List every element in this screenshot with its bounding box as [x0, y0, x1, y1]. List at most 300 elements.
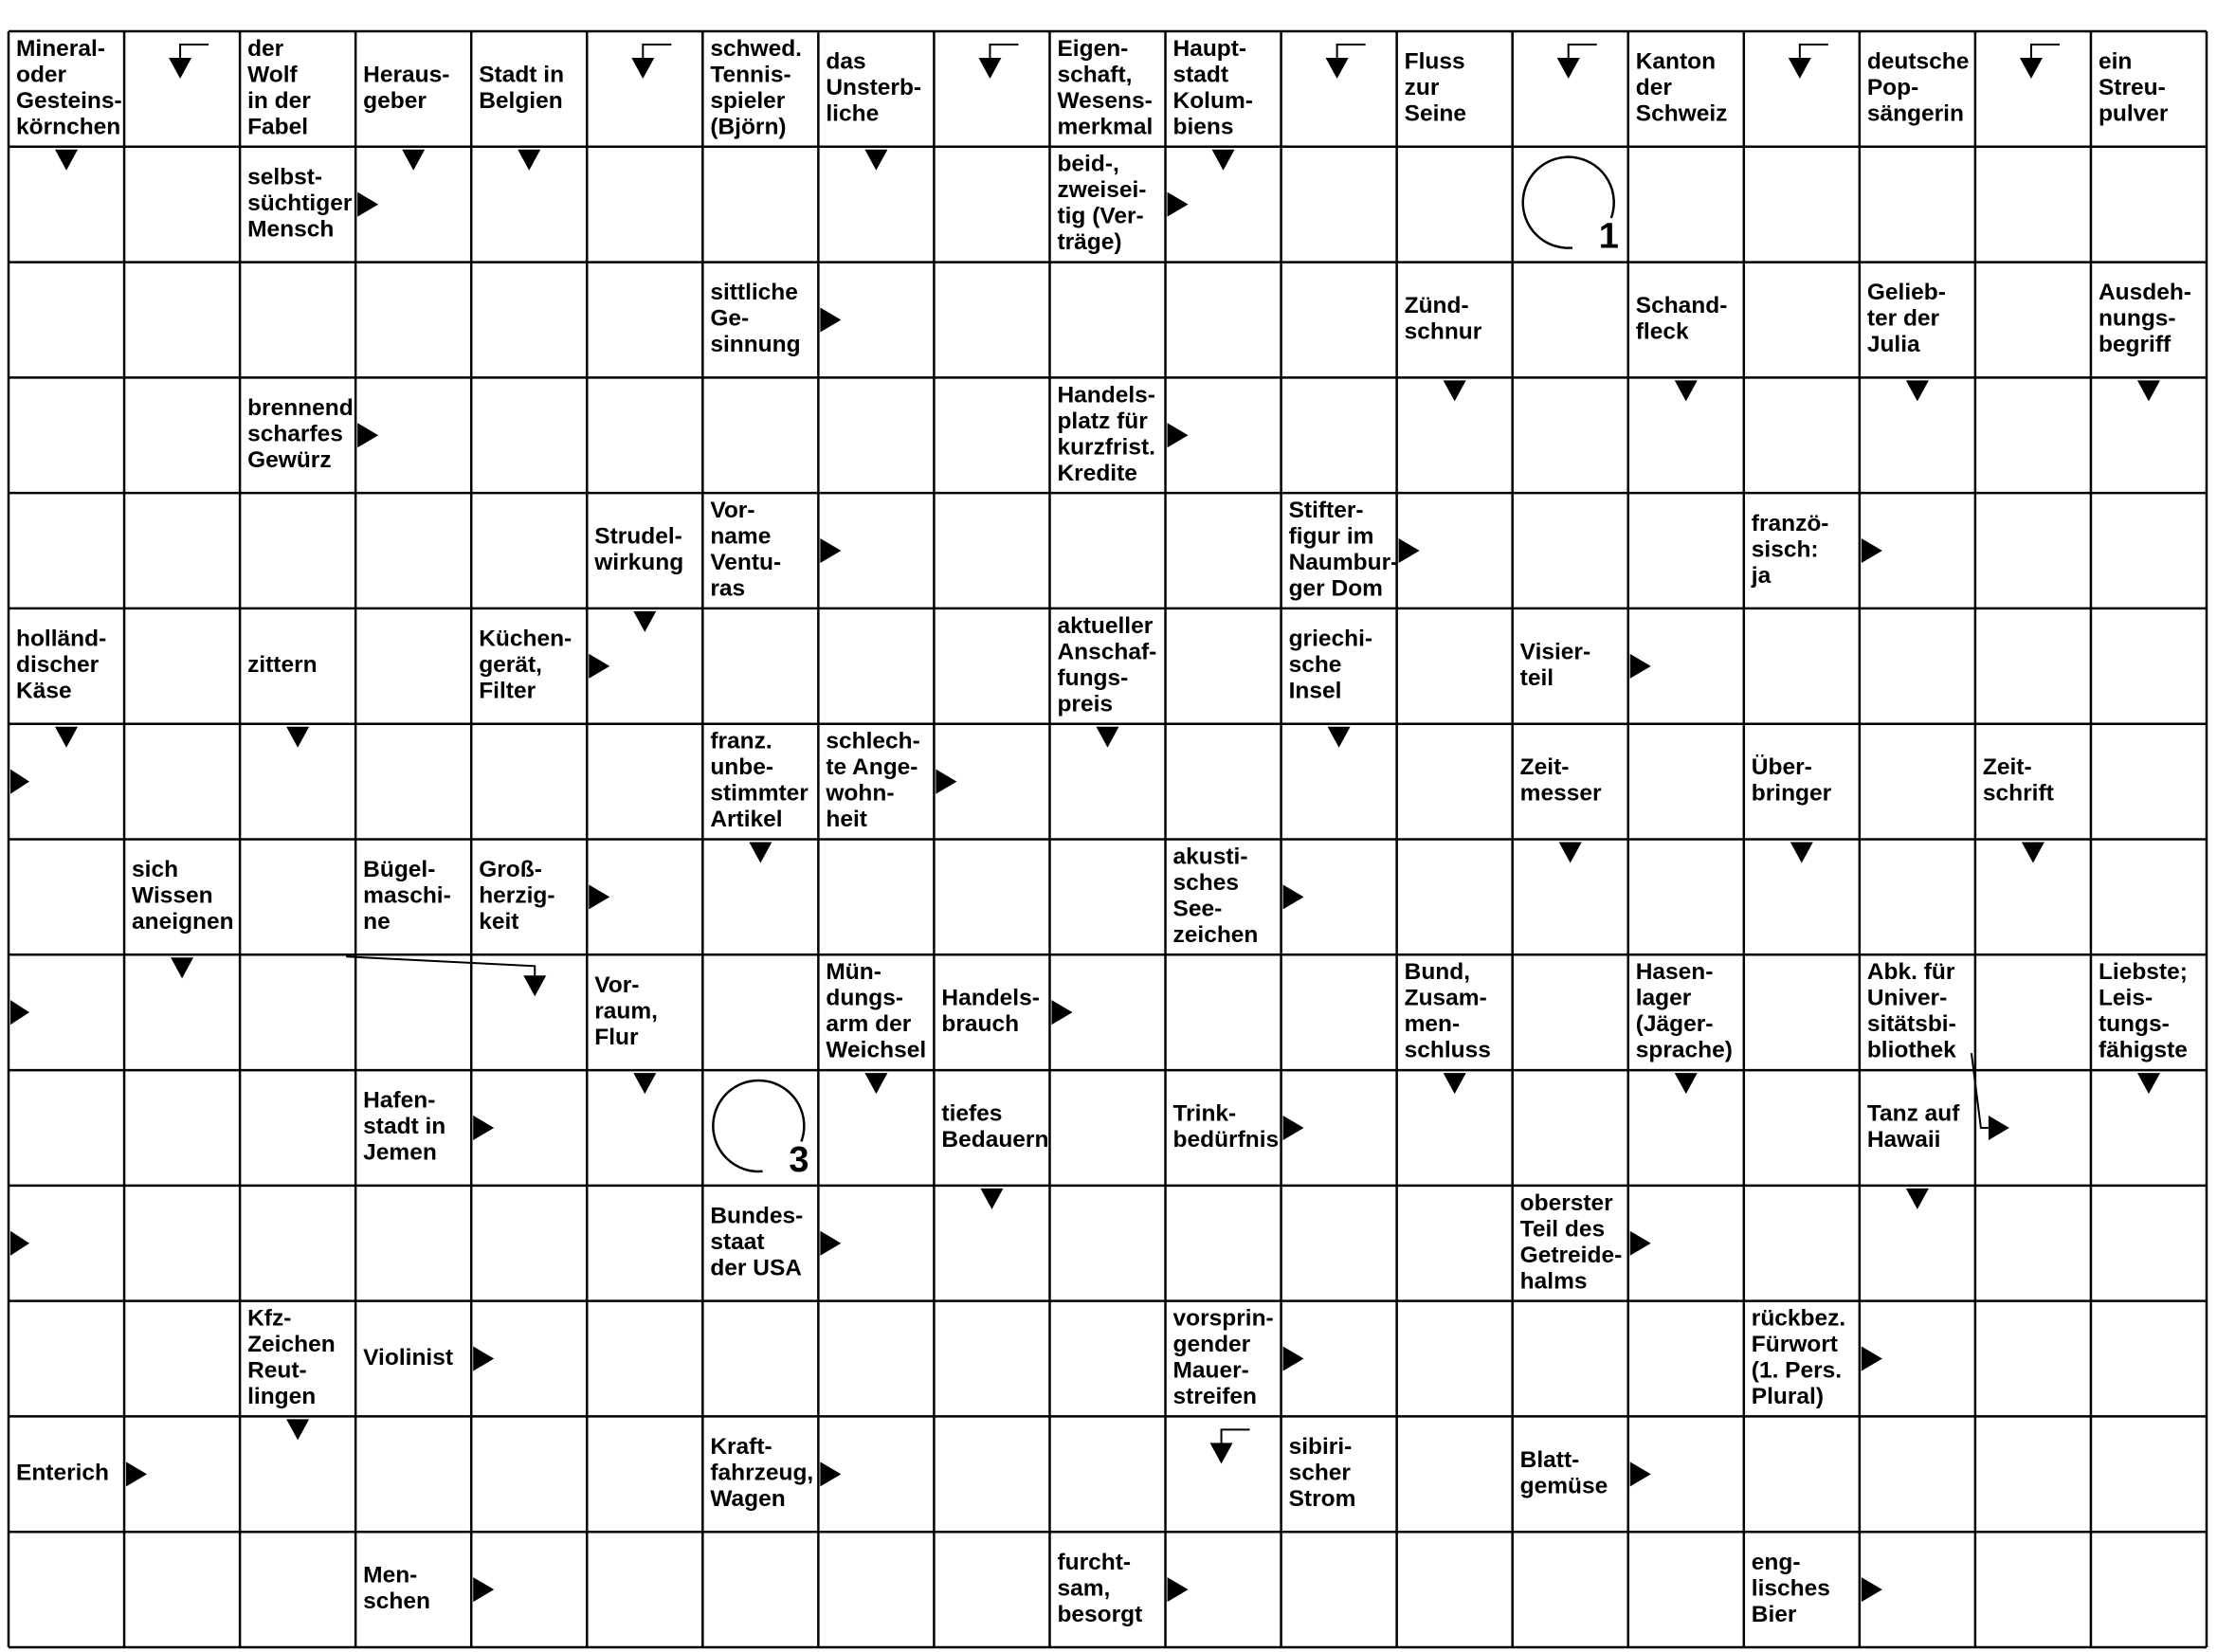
- answer-cell[interactable]: [1397, 1186, 1513, 1301]
- answer-cell[interactable]: [1513, 377, 1628, 493]
- answer-cell[interactable]: [702, 954, 818, 1070]
- clue-cell: [1405, 959, 1491, 1063]
- clue-text: stimmter: [710, 780, 809, 807]
- answer-cell[interactable]: [1281, 147, 1397, 263]
- answer-cell[interactable]: [9, 263, 124, 378]
- answer-cell[interactable]: [818, 608, 934, 724]
- clue-text: selbst-: [247, 164, 323, 191]
- answer-cell[interactable]: [240, 954, 355, 1070]
- answer-cell[interactable]: [1860, 724, 1975, 840]
- clue-text: Zeit-: [1982, 754, 2032, 781]
- answer-cell[interactable]: [471, 1416, 587, 1532]
- answer-cell[interactable]: [934, 263, 1049, 378]
- answer-cell[interactable]: [587, 1186, 702, 1301]
- answer-cell[interactable]: [1744, 263, 1860, 378]
- answer-cell[interactable]: [9, 840, 124, 955]
- answer-cell[interactable]: [587, 1416, 702, 1532]
- clue-cell: [710, 1434, 813, 1512]
- answer-cell[interactable]: [9, 377, 124, 493]
- answer-cell[interactable]: [240, 493, 355, 608]
- answer-cell[interactable]: [1166, 954, 1281, 1070]
- clue-text: Strudel-: [594, 523, 682, 550]
- answer-cell[interactable]: [1049, 1416, 1165, 1532]
- clue-text: lisches: [1751, 1575, 1830, 1602]
- answer-cell[interactable]: [1975, 493, 2091, 608]
- clue-cell: [16, 36, 122, 140]
- answer-cell[interactable]: [1975, 1186, 2091, 1301]
- answer-cell[interactable]: [1975, 1532, 2091, 1647]
- clue-text: Haupt-: [1172, 35, 1247, 62]
- answer-cell[interactable]: [1281, 1532, 1397, 1647]
- clue-cell: [710, 1204, 803, 1281]
- clue-text: Tanz auf: [1866, 1100, 1960, 1127]
- answer-cell[interactable]: [1513, 493, 1628, 608]
- answer-cell[interactable]: [355, 608, 471, 724]
- answer-cell[interactable]: [1397, 840, 1513, 955]
- answer-cell[interactable]: [240, 1070, 355, 1186]
- clue-text: Ge-: [710, 305, 750, 332]
- answer-cell[interactable]: [124, 263, 240, 378]
- clue-cell: [16, 626, 106, 704]
- clue-text: fungs-: [1057, 664, 1129, 691]
- clue-text: Mün-: [826, 959, 881, 986]
- clue-cell: [1405, 293, 1482, 345]
- answer-cell[interactable]: [934, 1532, 1049, 1647]
- clue-text: Trink-: [1172, 1100, 1237, 1127]
- clue-text: körnchen: [16, 114, 121, 140]
- answer-cell[interactable]: [240, 263, 355, 378]
- answer-cell[interactable]: [1628, 1301, 1744, 1417]
- answer-cell[interactable]: [1281, 377, 1397, 493]
- clue-cell: [247, 652, 318, 678]
- answer-cell[interactable]: [124, 493, 240, 608]
- answer-cell[interactable]: [702, 147, 818, 263]
- clue-text: wohn-: [826, 780, 895, 807]
- clue-text: Wolf: [247, 62, 298, 88]
- answer-cell[interactable]: [1166, 1416, 1281, 1532]
- answer-cell[interactable]: [1166, 608, 1281, 724]
- answer-cell[interactable]: [355, 1186, 471, 1301]
- answer-cell[interactable]: [355, 1416, 471, 1532]
- answer-cell[interactable]: [934, 147, 1049, 263]
- answer-cell[interactable]: [1628, 493, 1744, 608]
- answer-cell[interactable]: [818, 1532, 934, 1647]
- clue-cell: [941, 1100, 1048, 1153]
- answer-cell[interactable]: [1049, 1301, 1165, 1417]
- answer-cell[interactable]: [1281, 263, 1397, 378]
- clue-cell: [1867, 1100, 1960, 1153]
- answer-cell[interactable]: [9, 1070, 124, 1186]
- clue-text: zittern: [247, 652, 318, 679]
- answer-cell[interactable]: [2091, 724, 2207, 840]
- clue-cell: [1405, 49, 1466, 127]
- clue-cell: [1636, 49, 1728, 127]
- clue-cell: [1173, 1306, 1274, 1410]
- clue-text: gemüse: [1519, 1473, 1608, 1499]
- answer-cell[interactable]: [1513, 1070, 1628, 1186]
- clue-text: Bund,: [1404, 959, 1471, 986]
- answer-cell[interactable]: [702, 1532, 818, 1647]
- answer-cell[interactable]: [1513, 263, 1628, 378]
- clue-text: Violinist: [363, 1344, 454, 1371]
- clue-text: Schand-: [1635, 292, 1728, 318]
- clue-cell: [1289, 1434, 1356, 1512]
- answer-cell[interactable]: [240, 1532, 355, 1647]
- answer-cell[interactable]: [1397, 724, 1513, 840]
- answer-cell[interactable]: [587, 377, 702, 493]
- answer-cell[interactable]: [1860, 147, 1975, 263]
- answer-cell[interactable]: [1513, 1532, 1628, 1647]
- clue-text: (Björn): [710, 114, 787, 140]
- clue-text: Bier: [1751, 1601, 1797, 1627]
- clue-text: brennend: [247, 395, 354, 421]
- answer-cell[interactable]: [1628, 1532, 1744, 1647]
- answer-cell[interactable]: [1975, 954, 2091, 1070]
- answer-cell[interactable]: [1860, 608, 1975, 724]
- answer-cell[interactable]: [1049, 493, 1165, 608]
- clue-text: franz.: [710, 728, 772, 754]
- answer-cell[interactable]: [702, 608, 818, 724]
- answer-cell[interactable]: [2091, 1301, 2207, 1417]
- answer-cell[interactable]: [124, 31, 240, 147]
- answer-cell[interactable]: [1513, 31, 1628, 147]
- clue-text: Zusam-: [1404, 985, 1487, 1011]
- clue-text: unbe-: [710, 754, 774, 781]
- answer-cell[interactable]: [934, 377, 1049, 493]
- clue-cell: [710, 729, 809, 833]
- answer-cell[interactable]: [1744, 954, 1860, 1070]
- clue-text: Univer-: [1866, 985, 1948, 1011]
- clue-text: rückbez.: [1751, 1305, 1846, 1332]
- answer-cell[interactable]: [471, 724, 587, 840]
- clue-cell: [247, 1306, 336, 1410]
- clue-cell: [16, 1461, 109, 1486]
- clue-cell: [363, 62, 449, 114]
- answer-cell[interactable]: [1049, 263, 1165, 378]
- clue-text: gerät,: [479, 652, 542, 679]
- answer-cell[interactable]: [587, 1532, 702, 1647]
- clue-text: stadt: [1172, 62, 1229, 88]
- answer-cell[interactable]: [934, 608, 1049, 724]
- answer-cell[interactable]: [240, 1186, 355, 1301]
- answer-cell[interactable]: [1049, 840, 1165, 955]
- answer-cell[interactable]: [1744, 1416, 1860, 1532]
- clue-text: Pop-: [1866, 75, 1919, 101]
- clue-text: Plural): [1751, 1384, 1825, 1410]
- clue-text: sche: [1288, 652, 1342, 679]
- clue-text: Fürwort: [1751, 1332, 1838, 1358]
- clue-text: zeichen: [1172, 921, 1259, 948]
- answer-cell[interactable]: [9, 1532, 124, 1647]
- answer-cell[interactable]: [1281, 31, 1397, 147]
- answer-cell[interactable]: [702, 377, 818, 493]
- clue-text: Kraft-: [710, 1434, 772, 1461]
- clue-text: herzig-: [479, 882, 555, 909]
- clue-text: platz für: [1057, 408, 1148, 434]
- clue-text: deutsche: [1866, 48, 1970, 75]
- answer-cell[interactable]: [2091, 147, 2207, 263]
- clue-cell: [247, 164, 353, 242]
- clue-text: franzö-: [1751, 510, 1829, 536]
- clue-text: Heraus-: [363, 62, 450, 88]
- answer-cell[interactable]: [1975, 1416, 2091, 1532]
- answer-cell[interactable]: [1744, 1070, 1860, 1186]
- answer-cell[interactable]: [934, 1416, 1049, 1532]
- clue-text: tiefes: [941, 1100, 1003, 1127]
- answer-cell[interactable]: [9, 1301, 124, 1417]
- clue-text: (1. Pers.: [1751, 1357, 1843, 1384]
- clue-text: Zeichen: [247, 1332, 336, 1358]
- answer-cell[interactable]: [1166, 493, 1281, 608]
- answer-cell[interactable]: [471, 263, 587, 378]
- clue-text: arm der: [826, 1011, 912, 1038]
- answer-cell[interactable]: [124, 1301, 240, 1417]
- clue-cell: [1289, 498, 1399, 602]
- answer-cell[interactable]: [355, 263, 471, 378]
- clue-cell: [825, 729, 919, 833]
- clue-cell: [247, 395, 354, 473]
- answer-cell[interactable]: [1397, 147, 1513, 263]
- clue-text: Eigen-: [1057, 35, 1129, 62]
- clue-text: Bedauern: [941, 1126, 1049, 1153]
- answer-cell[interactable]: [1975, 377, 2091, 493]
- answer-cell[interactable]: [1975, 1301, 2091, 1417]
- clue-cell: [826, 959, 926, 1063]
- answer-cell[interactable]: [240, 840, 355, 955]
- answer-cell[interactable]: [471, 954, 587, 1070]
- clue-text: te Ange-: [826, 754, 918, 781]
- answer-cell[interactable]: [818, 840, 934, 955]
- clue-text: schluss: [1404, 1037, 1491, 1063]
- clue-text: Liebste;: [2098, 959, 2188, 986]
- clue-text: Getreide-: [1519, 1242, 1623, 1268]
- answer-cell[interactable]: [934, 840, 1049, 955]
- clue-text: Men-: [363, 1562, 418, 1588]
- answer-cell[interactable]: [471, 493, 587, 608]
- answer-cell[interactable]: [1628, 724, 1744, 840]
- answer-cell[interactable]: [124, 1532, 240, 1647]
- clue-text: Strom: [1288, 1486, 1356, 1513]
- clue-text: Hawaii: [1866, 1126, 1941, 1153]
- clue-text: kurzfrist.: [1057, 434, 1155, 461]
- clue-text: schaft,: [1057, 62, 1133, 88]
- clue-text: ter der: [1866, 305, 1940, 332]
- answer-cell[interactable]: [2091, 493, 2207, 608]
- clue-text: Ventu-: [710, 550, 782, 576]
- answer-cell[interactable]: [2091, 1186, 2207, 1301]
- clue-text: Leis-: [2098, 985, 2153, 1011]
- answer-cell[interactable]: [1049, 1186, 1165, 1301]
- clue-text: sich: [132, 857, 179, 883]
- solution-number: 3: [789, 1139, 809, 1180]
- clue-text: Kredite: [1057, 460, 1137, 486]
- answer-cell[interactable]: [1397, 1532, 1513, 1647]
- answer-cell[interactable]: [1397, 1416, 1513, 1532]
- clue-text: holländ-: [16, 626, 107, 652]
- clue-cell: [1867, 49, 1970, 127]
- clue-text: Gesteins-: [16, 87, 122, 114]
- clue-text: ne: [363, 909, 391, 935]
- clue-cell: [2099, 280, 2191, 357]
- clue-text: heit: [826, 807, 867, 833]
- clue-cell: [1057, 613, 1156, 717]
- answer-cell[interactable]: [471, 1186, 587, 1301]
- clue-cell: [1636, 959, 1733, 1063]
- answer-cell[interactable]: [1281, 1186, 1397, 1301]
- clue-text: schwed.: [710, 35, 803, 62]
- answer-cell[interactable]: [355, 724, 471, 840]
- clue-text: oder: [16, 62, 67, 88]
- clue-cell: [1173, 36, 1253, 140]
- clue-cell: [710, 280, 800, 357]
- clue-text: süchtiger: [247, 190, 353, 216]
- answer-cell[interactable]: [1166, 1186, 1281, 1301]
- clue-cell: [710, 498, 781, 602]
- answer-cell[interactable]: [2091, 1532, 2207, 1647]
- clue-cell: [1867, 959, 1956, 1063]
- answer-cell[interactable]: [124, 724, 240, 840]
- clue-text: sinnung: [710, 332, 801, 358]
- clue-cell: [1173, 844, 1259, 948]
- answer-cell[interactable]: [1744, 608, 1860, 724]
- answer-cell[interactable]: [1166, 724, 1281, 840]
- clue-text: brauch: [941, 1011, 1020, 1038]
- answer-cell[interactable]: [818, 377, 934, 493]
- answer-cell[interactable]: [1975, 147, 2091, 263]
- clue-text: spieler: [710, 87, 786, 114]
- clue-cell: [1057, 36, 1153, 140]
- clue-text: schrift: [1982, 780, 2054, 807]
- answer-cell[interactable]: [9, 493, 124, 608]
- clue-text: Streu-: [2098, 75, 2166, 101]
- answer-cell[interactable]: [1744, 1186, 1860, 1301]
- answer-cell[interactable]: [587, 1301, 702, 1417]
- answer-cell[interactable]: [1975, 608, 2091, 724]
- answer-cell[interactable]: [934, 1301, 1049, 1417]
- clue-text: Tennis-: [710, 62, 791, 88]
- answer-cell[interactable]: [702, 1301, 818, 1417]
- clue-cell: [1983, 754, 2054, 807]
- answer-cell[interactable]: [934, 493, 1049, 608]
- clue-text: streifen: [1172, 1384, 1258, 1410]
- answer-cell[interactable]: [124, 1070, 240, 1186]
- clue-cell: [1752, 1306, 1845, 1410]
- answer-cell[interactable]: [1975, 31, 2091, 147]
- clue-cell: [479, 62, 564, 114]
- clue-text: Zeit-: [1519, 754, 1570, 781]
- answer-cell[interactable]: [2091, 840, 2207, 955]
- clue-text: aktueller: [1057, 612, 1154, 639]
- clue-cell: [1752, 754, 1832, 807]
- clue-cell: [363, 1563, 430, 1615]
- clue-text: sitätsbi-: [1866, 1011, 1956, 1038]
- answer-cell[interactable]: [1860, 840, 1975, 955]
- answer-cell[interactable]: [587, 147, 702, 263]
- answer-cell[interactable]: [2091, 1416, 2207, 1532]
- clue-cell: [1867, 280, 1946, 357]
- clue-cell: [593, 524, 683, 576]
- clue-text: Bundes-: [710, 1203, 804, 1229]
- clue-text: begriff: [2098, 332, 2172, 358]
- clue-text: Kfz-: [247, 1305, 292, 1332]
- answer-cell[interactable]: [1628, 840, 1744, 955]
- clue-cell: [1520, 639, 1590, 691]
- clue-text: See-: [1172, 896, 1223, 922]
- clue-text: Julia: [1866, 332, 1920, 358]
- answer-cell[interactable]: [587, 263, 702, 378]
- answer-cell[interactable]: [934, 31, 1049, 147]
- clue-text: träge): [1057, 229, 1122, 256]
- answer-cell[interactable]: [1049, 1070, 1165, 1186]
- answer-cell[interactable]: [1397, 1301, 1513, 1417]
- answer-cell[interactable]: [2091, 608, 2207, 724]
- clue-text: ras: [710, 575, 746, 602]
- clue-text: Stifter-: [1288, 498, 1364, 524]
- answer-cell[interactable]: [124, 608, 240, 724]
- answer-cell[interactable]: [124, 147, 240, 263]
- answer-cell[interactable]: [1166, 263, 1281, 378]
- clue-cell: [710, 36, 802, 140]
- answer-cell[interactable]: [1860, 1416, 1975, 1532]
- answer-cell[interactable]: [1281, 954, 1397, 1070]
- answer-cell[interactable]: [124, 1186, 240, 1301]
- answer-cell[interactable]: [1975, 263, 2091, 378]
- clue-text: Visier-: [1519, 639, 1591, 665]
- clue-text: Filter: [479, 678, 536, 704]
- clue-text: lager: [1635, 985, 1692, 1011]
- clue-text: zweisei-: [1057, 177, 1147, 204]
- clue-text: bliothek: [1866, 1037, 1956, 1063]
- clue-text: schnur: [1404, 318, 1482, 345]
- clue-text: aneignen: [132, 909, 234, 935]
- answer-cell[interactable]: [1744, 147, 1860, 263]
- answer-cell[interactable]: [355, 954, 471, 1070]
- clue-text: Wissen: [132, 882, 213, 909]
- clue-text: Enterich: [16, 1460, 110, 1486]
- clue-text: pulver: [2098, 100, 2169, 127]
- answer-cell[interactable]: [1744, 377, 1860, 493]
- clue-text: Wesens-: [1057, 87, 1153, 114]
- answer-cell[interactable]: [471, 377, 587, 493]
- clue-text: Mauer-: [1172, 1357, 1249, 1384]
- answer-cell[interactable]: [1513, 1301, 1628, 1417]
- answer-cell[interactable]: [355, 493, 471, 608]
- answer-cell[interactable]: [124, 377, 240, 493]
- clue-text: liche: [826, 100, 880, 127]
- clue-cell: [363, 1088, 445, 1166]
- answer-cell[interactable]: [1628, 147, 1744, 263]
- clue-text: eng-: [1751, 1549, 1801, 1575]
- answer-cell[interactable]: [818, 1301, 934, 1417]
- answer-cell[interactable]: [587, 31, 702, 147]
- clue-text: sprache): [1635, 1037, 1733, 1063]
- answer-cell[interactable]: [1397, 608, 1513, 724]
- answer-cell[interactable]: [1744, 31, 1860, 147]
- clue-text: name: [710, 523, 772, 550]
- clue-cell: [1752, 1550, 1830, 1627]
- clue-cell: [1057, 152, 1146, 255]
- clue-text: schen: [363, 1588, 430, 1615]
- clue-text: Gelieb-: [1866, 280, 1946, 306]
- answer-cell[interactable]: [587, 724, 702, 840]
- clue-text: fähigste: [2098, 1037, 2188, 1063]
- clue-text: sisch:: [1751, 536, 1819, 563]
- clue-text: oberster: [1519, 1189, 1613, 1216]
- clue-cell: [1636, 293, 1728, 345]
- answer-cell[interactable]: [1513, 954, 1628, 1070]
- clue-text: vorsprin-: [1172, 1305, 1274, 1332]
- clue-text: stadt in: [363, 1114, 446, 1140]
